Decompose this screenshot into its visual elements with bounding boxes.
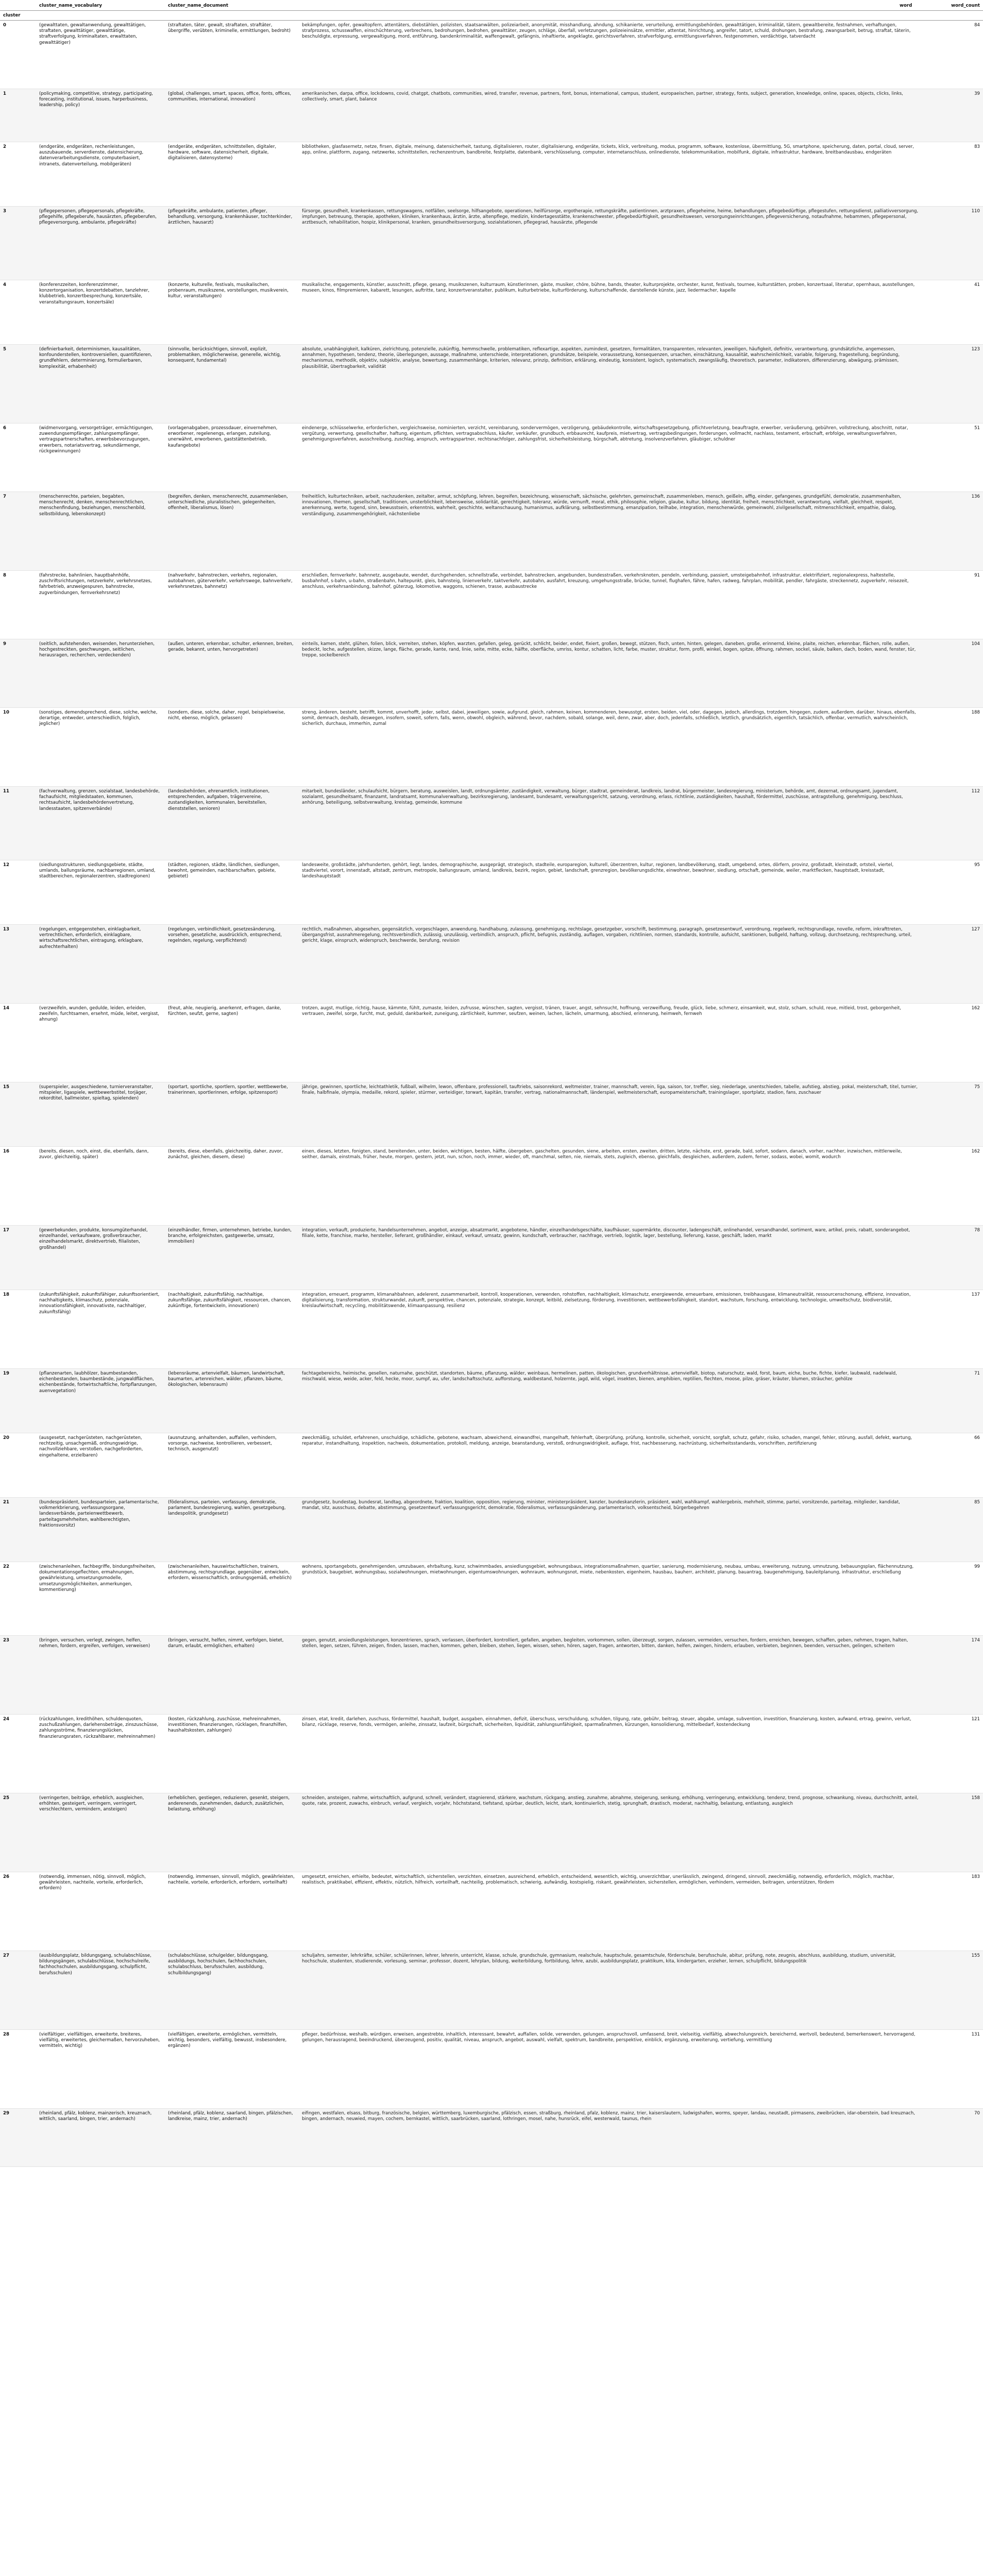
vocab-cell: (vielfältiger, vielfältigen, erweiterte, breiteres, vielfältig, erweitertes, gleichermaßen, hervorzuheben, vermitteln, wichtig) <box>36 2030 165 2109</box>
vocab-cell: (zukunftsfähigkeit, zukunftsfähiger, zukunftsorientiert, nachhaltigkeits, klimaschutz, potenziale, innovationsfähigkeit, innovativste, nachhaltiger, zukunftsfähig) <box>36 1290 165 1369</box>
count-cell: 137 <box>922 1290 983 1369</box>
table-row <box>0 1290 983 1369</box>
vocab-cell: (zwischenanleihen, fachbegriffe, bindungsfreiheiten, dokumentationsgeflechten, ermahnungen, gewährleistung, umsetzungsmodelle, umsetzungsmöglichkeiten, anmerkungen, kommentierung) <box>36 1562 165 1636</box>
words-cell: zinsen, etat, kredit, darlehen, zuschuss, fördermittel, haushalt, budget, ausgaben, einnahmen, defizit, überschuss, verschuldung, schulden, tilgung, rate, gebühr, beitrag, steuer, abgabe, umlage, subvention, investition, finanzierung, kosten, aufwand, ertrag, gewinn, verlust, bilanz, rücklage, reserve, fonds, vermögen, anleihe, zinssatz, laufzeit, bürgschaft, sicherheiten, liquidität, zahlungsunfähigkeit, sparmaßnahmen, kürzungen, konsolidierung, mittelbedarf, kostendeckung <box>299 1715 922 1793</box>
count-cell: 99 <box>922 1562 983 1636</box>
count-cell: 155 <box>922 1951 983 2030</box>
doc-cell: (außen, unteren, erkennbar, schulter, erkennen, breiten, gerade, bekannt, unten, hervorgetreten) <box>165 639 299 708</box>
count-cell: 174 <box>922 1636 983 1715</box>
doc-cell: (nahverkehr, bahnstrecken, verkehrs, regionalen, autobahnen, güterverkehr, verkehrswege, bahnverkehr, verkehrsnetzes, bahnnetz) <box>165 571 299 639</box>
doc-cell: (sondern, diese, solche, daher, regel, beispielsweise, nicht, ebenso, möglich, gelassen) <box>165 708 299 787</box>
doc-cell: (konzerte, kulturelle, festivals, musikalischen, probenraum, musikszene, vorstellungen, musikverein, kultur, veranstaltungen) <box>165 280 299 345</box>
count-cell: 91 <box>922 571 983 639</box>
words-cell: erschließen, fernverkehr, bahnnetz, ausgebaute, wendet, durchgehenden, schnellstraße, verbindet, bahnstrecken, angebunden, bundesstraßen, verkehrsknoten, pendeln, verbindung, passiert, umsteigebahnhof, infrastruktur, elektrifiziert, regionalexpress, haltestelle, busbahnhof, s-bahn, u-bahn, straßenbahn, haltepunkt, gleis, bahnsteig, linienverkehr, taktverkehr, autobahn, ausfahrt, kreuzung, umgehungsstraße, brücke, tunnel, flughafen, fähre, hafen, radweg, fahrplan, mobilität, pendler, fahrgäste, streckennetz, zugverkehr, reisezeit, anschluss, verkehrsanbindung, bahnhof, güterzug, lokomotive, waggons, schienen, trasse, ausbaustrecke <box>299 571 922 639</box>
doc-cell: (straftaten, täter, gewalt, straftaten, straftäter, übergriffe, verübten, kriminelle, ermittlungen, bedroht) <box>165 21 299 89</box>
table-row <box>0 1715 983 1793</box>
cluster-id: 27 <box>0 1951 36 2030</box>
count-cell: 41 <box>922 280 983 345</box>
words-cell: landesweite, großstädte, jahrhunderten, gehört, liegt, landes, demographische, ausgeprägt, strategisch, stadteile, europaregion, kulturell, überzentren, kultur, regionen, landbevölkerung, stadt, umgebend, ortes, dörfern, provinz, großstadt, kleinstadt, ortsteil, viertel, stadtviertel, vorort, innenstadt, altstadt, zentrum, metropole, ballungsraum, umland, landkreis, bezirk, region, gebiet, landschaft, grenzregion, bevölkerungsdichte, einwohner, bewohner, siedlung, ortschaft, gemeinde, weiler, marktflecken, hauptstadt, kreisstadt, landeshauptstadt <box>299 860 922 925</box>
words-cell: grundgesetz, bundestag, bundesrat, landtag, abgeordnete, fraktion, koalition, opposition, regierung, minister, ministerpräsident, kanzler, bundeskanzlerin, präsident, wahl, wahlkampf, wahlergebnis, mehrheit, stimme, partei, vorsitzende, parteitag, mitglieder, kandidat, mandat, sitz, ausschuss, debatte, abstimmung, gesetzentwurf, verfassungsgericht, demokratie, föderalismus, verfassungsänderung, parlamentarisch, volksentscheid, bürgerbegehren <box>299 1498 922 1562</box>
doc-cell: (notwendig, immensen, sinnvoll, möglich, gewährleisten, nachteile, vorteile, erforderlich, erfordern, vorteilhaft) <box>165 1872 299 1951</box>
words-cell: schuljahrs, semester, lehrkräfte, schüler, schülerinnen, lehrer, lehrerin, unterricht, klasse, schule, grundschule, gymnasium, realschule, hauptschule, gesamtschule, förderschule, berufsschule, abitur, prüfung, note, zeugnis, abschluss, ausbildung, studium, universität, hochschule, studenten, studierende, vorlesung, seminar, professor, dozent, lehrplan, bildung, weiterbildung, fortbildung, lehre, azubi, ausbildungsplatz, praktikum, kita, kindergarten, erzieher, lernen, schulpflicht, bildungspolitik <box>299 1951 922 2030</box>
vocab-cell: (verringerten, beiträge, erheblich, ausgleichen, erhöhten, gesteigert, verringern, verringert, verschlechtern, vermindern, ansteigen) <box>36 1793 165 1872</box>
count-cell: 110 <box>922 207 983 280</box>
doc-cell: (begreifen, denken, menschenrecht, zusammenleben, unterschiedliche, pluralistischen, gelegenheiten, offenheit, liberalismus, lösen) <box>165 492 299 571</box>
vocab-cell: (policymaking, competitive, strategy, participating, forecasting, institutional, issues, harperbusiness, leadership, policy) <box>36 89 165 142</box>
table-row <box>0 492 983 571</box>
count-cell: 112 <box>922 787 983 860</box>
table-row <box>0 1147 983 1226</box>
table-row <box>0 207 983 280</box>
doc-cell: (pflegekräfte, ambulante, patienten, pfleger, behandlung, versorgung, krankenhäuser, tochterkinder, ärztlichen, hausarzt) <box>165 207 299 280</box>
words-cell: absolute, unabhängigkeit, kalküren, zielrichtung, potenzielle, zukünftig, hemmschwelle, problematiken, reflexartige, aspekten, zumindest, gesetzen, formalitäten, transparenten, relevanten, jeweiligen, häufigkeit, definitiv, verantwortung, grundsätzliche, angemessen, annahmen, hypothesen, tendenz, theorie, überlegungen, aussage, maßnahme, unterschiede, interpretationen, grundsätze, beispiele, voraussetzung, konsequenzen, ursachen, einschätzung, kausalität, wahrscheinlichkeit, variable, folgerung, fragestellung, begründung, mechanismus, methodik, objektiv, subjektiv, analyse, bewertung, zusammenhänge, kriterien, relevanz, prinzip, definition, erklärung, eindeutig, konsistent, logisch, systematisch, zwangsläufig, theoretisch, parameter, indikatoren, differenzierung, abwägung, prämissen, plausibilität, übertragbarkeit, validität <box>299 345 922 423</box>
words-cell: eindenerge, schlüsselwerke, erforderlichen, vergleichsweise, nominierten, verzicht, vereinbarung, sondervermögen, verzögerung, gebäudekontrolle, wirtschaftsgesetzgebung, pflichtverletzung, beauftragte, erwerber, veräußerung, gebühren, vollstreckung, abschnitt, notar, vergütung, verwertung, gesellschafter, haftung, eigentum, pflichten, vertragsabschluss, käufer, verkäufer, grundbuch, erbbaurecht, kaufpreis, mietvertrag, vertragsbedingungen, forderungen, vollmacht, nachlass, testament, erbschaft, erbfolge, verwaltungsverfahren, genehmigungsverfahren, ausschreibung, zuschlag, anspruch, vertragspartner, rechtsnachfolger, zahlungsfrist, sicherheitsleistung, bürgschaft, abtretung, insolvenzverfahren, gläubiger, schuldner <box>299 423 922 492</box>
table-row <box>0 423 983 492</box>
table-row <box>0 1636 983 1715</box>
doc-cell: (zwischenanleihen, hauswirtschaftlichen, trainers, abstimmung, rechtsgrundlage, gegenüber, entwickeln, erfordern, wissenschaftlich, ordnungsgemäß, erheblich) <box>165 1562 299 1636</box>
table-header <box>0 0 983 21</box>
words-cell: rechtlich, maßnahmen, abgesehen, gegensätzlich, vorgeschlagen, anwendung, handhabung, zulassung, genehmigung, rechtslage, gesetzgeber, vorschrift, bestimmung, paragraph, gesetzesentwurf, verordnung, regelwerk, rechtsgrundlage, novelle, reform, inkrafttreten, übergangsfrist, ausnahmeregelung, rechtsverbindlich, zulässig, unzulässig, verbindlich, anspruch, pflicht, befugnis, zuständig, auflagen, vorgaben, richtlinien, normen, standards, kontrolle, aufsicht, sanktionen, bußgeld, haftung, vollzug, durchsetzung, rechtsprechung, urteil, gericht, klage, einspruch, widerspruch, beschwerde, berufung, revision <box>299 925 922 1004</box>
header-index <box>0 0 36 11</box>
words-cell: zweckmäßig, schuldet, erfahrenen, unschuldige, schädliche, gebotene, wachsam, abweichend, einwandfrei, mangelhaft, fehlerhaft, überprüfung, prüfung, kontrolle, sicherheit, vorsicht, sorgfalt, schutz, gefahr, risiko, schaden, mangel, fehler, störung, ausfall, defekt, wartung, reparatur, instandhaltung, inspektion, nachweis, dokumentation, protokoll, meldung, anzeige, beanstandung, verstoß, ordnungswidrigkeit, auflage, frist, nachbesserung, nachrüstung, sicherheitsstandards, vorschriften, zertifizierung <box>299 1433 922 1498</box>
doc-cell: (sinnvolle, berücksichtigen, sinnvoll, explizit, problematiken, möglicherweise, generelle, wichtig, konsequent, fundamental) <box>165 345 299 423</box>
cluster-id: 3 <box>0 207 36 280</box>
count-cell: 183 <box>922 1872 983 1951</box>
table-row <box>0 1562 983 1636</box>
doc-cell: (kosten, rückzahlung, zuschüsse, mehreinnahmen, investitionen, finanzierungen, rücklagen, finanzhilfen, haushaltskosten, zahlungen) <box>165 1715 299 1793</box>
count-cell: 70 <box>922 2109 983 2167</box>
words-cell: mitarbeit, bundesländer, schulaufsicht, bürgern, beratung, ausweislen, landt, ordnungsämter, zuständigkeit, verwaltung, bürger, stadtrat, gemeinderat, landkreis, landrat, bürgermeister, landesregierung, ministerium, behörde, amt, dezernat, ordnungsamt, jugendamt, sozialamt, gesundheitsamt, finanzamt, landratsamt, kommunalverwaltung, bezirksregierung, landesamt, bundesamt, verwaltungsgericht, satzung, verordnung, erlass, richtlinie, zuständigkeiten, haushalt, fördermittel, zuschüsse, antragstellung, genehmigung, beschluss, anhörung, beteiligung, selbstverwaltung, kreistag, gemeinde, kommune <box>299 787 922 860</box>
words-cell: musikalische, engagements, künstler, ausschnitt, pflege, gesang, musikszenen, kulturraum, künstlerinnen, gäste, musiker, chöre, bühne, bands, theater, kulturprojekte, orchester, kunst, festivals, tournee, kulturstätten, proben, konzertsaal, literatur, opernhaus, ausstellungen, museen, kinos, filmpremieren, kabarett, lesungen, auftritte, tanz, konzertveranstalter, publikum, kulturbetriebe, kulturförderung, kulturschaffende, darstellende künste, jazz, liedermacher, kapelle <box>299 280 922 345</box>
vocab-cell: (seitlich, aufstehenden, weisenden, herunterziehen, hochgestreckten, geschwungen, seitlichen, herausragen, recherchen, verdeckenden) <box>36 639 165 708</box>
table-row <box>0 787 983 860</box>
table-row <box>0 1951 983 2030</box>
vocab-cell: (siedlungsstrukturen, siedlungsgebiete, städte, umlands, ballungsräume, nachbarregionen, umland, stadtbereichen, regionalerzentren, stadtregionen) <box>36 860 165 925</box>
words-cell: wohnens, sportangebots, genehmigenden, umzubauen, ehrbaltung, kunz, schwimmbades, ansiedlungsgebiet, wohnungsbaus, integrationsmaßnahmen, quartier, sanierung, modernisierung, neubau, umbau, erweiterung, nutzung, umnutzung, bebauungsplan, flächennutzung, grundstück, baugebiet, wohnungsbau, sozialwohnungen, mietwohnungen, eigentumswohnungen, wohnraum, wohnungsnot, miete, nebenkosten, eigenheim, hausbau, bauherr, architekt, planung, bauantrag, baugenehmigung, bauleitplanung, infrastruktur, erschließung <box>299 1562 922 1636</box>
vocab-cell: (pflanzenarten, laubhölzer, baumbestanden, eichenbestanden, baumbestände, jungwaldflächen, eichenbestände, fortwirtschaftliche, fortpflanzungen, auenvegetation) <box>36 1369 165 1433</box>
count-cell: 39 <box>922 89 983 142</box>
count-cell: 71 <box>922 1369 983 1433</box>
table-row <box>0 2109 983 2167</box>
cluster-id: 12 <box>0 860 36 925</box>
words-cell: jährige, gewinnen, sportliche, leichtathletik, fußball, wilhelm, lewon, offenbare, professionell, tauftriebs, saisonrekord, weltmeister, trainer, mannschaft, verein, liga, saison, tor, treffer, sieg, niederlage, unentschieden, tabelle, aufstieg, abstieg, pokal, meisterschaft, titel, turnier, finale, halbfinale, olympia, medaille, rekord, spieler, stürmer, verteidiger, torwart, kapitän, transfer, vertrag, nationalmannschaft, länderspiel, weltmeisterschaft, europameisterschaft, trainingslager, sportplatz, stadion, fans, zuschauer <box>299 1082 922 1147</box>
doc-cell: (ausnutzung, anhaltenden, auffallen, verhindern, vorsorge, nachweise, kontrollieren, verbessert, technisch, ausgenutzt) <box>165 1433 299 1498</box>
cluster-id: 5 <box>0 345 36 423</box>
header-word[interactable]: word <box>896 0 922 11</box>
vocab-cell: (superspieler, ausgeschiedene, turnierveranstalter, mitspieler, ligaspiele, wettbewerbstitel, torjäger, rekordtitel, ballmeister, spieltag, spielenden) <box>36 1082 165 1147</box>
words-cell: eifingen, westfalen, elsass, bitburg, französische, belgien, württemberg, luxemburgische, pfälzisch, essen, straßburg, rheinland, pfalz, koblenz, mainz, trier, kaiserslautern, ludwigshafen, worms, speyer, landau, neustadt, pirmasens, zweibrücken, idar-oberstein, bad kreuznach, bingen, andernach, neuwied, mayen, cochem, bernkastel, wittlich, saarbrücken, saarland, lothringen, mosel, nahe, hunsrück, eifel, westerwald, taunus, rhein <box>299 2109 922 2167</box>
vocab-cell: (regelungen, entgegenstehen, einklagbarkeit, vertrechtlichen, erforderlich, einklagbare, wirtschaftsrechtlichen, eintragung, erklagbare, aufrechterhalten) <box>36 925 165 1004</box>
cluster-id: 23 <box>0 1636 36 1715</box>
vocab-cell: (pflegepersonen, pflegepersonals, pflegekräfte, pflegehilfe, pflegeberufe, hausärzten, pflegeberufen, pflegeversorgung, ambulante, pflegekräfte) <box>36 207 165 280</box>
words-cell: schneiden, ansteigen, nahme, wirtschaftlich, aufgrund, schnell, verändert, stagnierend, stärkere, wachstum, rückgang, anstieg, zunahme, abnahme, steigerung, senkung, erhöhung, verringerung, entwicklung, tendenz, trend, prognose, schwankung, niveau, durchschnitt, anteil, quote, rate, prozent, zuwachs, einbruch, verlauf, vergleich, vorjahr, höchststand, tiefstand, spürbar, deutlich, leicht, stark, kontinuierlich, stetig, sprunghaft, drastisch, moderat, nachhaltig, belastung, entlastung, ausgleich <box>299 1793 922 1872</box>
cluster-id: 7 <box>0 492 36 571</box>
table-row <box>0 860 983 925</box>
vocab-cell: (endgeräte, endgeräten, rechenleistungen, auszubauende, serverdienste, datensicherung, datenverarbeitungsdienste, computerbasiert, intranets, datenverteilung, mobilgeräten) <box>36 142 165 207</box>
header-row <box>0 0 983 11</box>
cluster-id: 13 <box>0 925 36 1004</box>
cluster-id: 28 <box>0 2030 36 2109</box>
doc-cell: (nachhaltigkeit, zukunftsfähig, nachhaltige, zukunftsfähige, zukunftsfähigkeit, ressourcen, chancen, zukünftige, fortentwickeln, innovationen) <box>165 1290 299 1369</box>
index-name: cluster <box>0 11 36 21</box>
vocab-cell: (menschenrechte, parteien, begabten, menschenrecht, denken, menschenrechtlichen, menschenfindung, beziehungen, menschenbild, selbstbildung, lebenskonzept) <box>36 492 165 571</box>
words-cell: integration, verkauft, produzierte, handelsunternehmen, angebot, anzeige, absatzmarkt, angebotene, händler, einzelhandelsgeschäfte, kaufhäuser, supermärkte, discounter, ladengeschäft, onlinehandel, versandhandel, sortiment, ware, artikel, preis, rabatt, sonderangebot, filiale, kette, franchise, marke, hersteller, lieferant, großhändler, einkauf, verkauf, umsatz, gewinn, kundschaft, verbraucher, nachfrage, vertrieb, logistik, lager, bestellung, lieferung, kasse, geschäft, laden, markt <box>299 1226 922 1290</box>
count-cell: 188 <box>922 708 983 787</box>
doc-cell: (schulabschlüsse, schulgelder, bildungsgang, ausbildungs, hochschulen, fachhochschulen, schulabschluss, berufsschulen, ausbildung, schulbildungsgang) <box>165 1951 299 2030</box>
words-cell: freiheitlich, kulturtechniken, arbeit, nachzudenken, zeitalter, armut, schöpfung, lehren, begreifen, bezeichnung, wissenschaft, sächsische, gelehrten, gemeinschaft, zusammenleben, mensch, geißeln, affig, einder, gefangenes, grundgefühl, demokratie, zusammenhalten, innovationen, themen, gesellschaft, traditionen, unsterblichkeit, lebensweise, solidarität, gerechtigkeit, toleranz, würde, vernunft, moral, ethik, philosophie, religion, glaube, kultur, bildung, identität, freiheit, menschlichkeit, verantwortung, vielfalt, gleichheit, respekt, anerkennung, werte, tugend, sinn, bewusstsein, erkenntnis, wahrheit, geschichte, weltanschauung, humanismus, aufklärung, selbstbestimmung, emanzipation, teilhabe, integration, menschenwürde, gemeinwohl, zivilgesellschaft, mitmenschlichkeit, empathie, dialog, verständigung, zusammengehörigkeit, nächstenliebe <box>299 492 922 571</box>
cluster-id: 19 <box>0 1369 36 1433</box>
words-cell: integration, erneuert, programm, klimanahbahnen, adelerent, zusammenarbeit, kontroll, kooperationen, verwenden, rohstoffen, nachhaltigkeit, klimaschutz, energiewende, erneuerbare, emissionen, treibhausgase, klimaneutralität, ressourcenschonung, effizienz, innovation, digitalisierung, transformation, strukturwandel, zukunft, perspektive, chancen, potenziale, strategie, konzept, leitbild, zielsetzung, förderung, investitionen, wettbewerbsfähigkeit, standort, wachstum, forschung, entwicklung, technologie, umweltschutz, biodiversität, kreislaufwirtschaft, recycling, mobilitätswende, klimaanpassung, resilienz <box>299 1290 922 1369</box>
doc-cell: (vielfältigen, erweiterte, ermöglichen, vermitteln, wichtig, besonders, vielfältig, bewusst, insbesondere, ergänzen) <box>165 2030 299 2109</box>
table-row <box>0 1498 983 1562</box>
table-row <box>0 1369 983 1433</box>
cluster-id: 8 <box>0 571 36 639</box>
count-cell: 83 <box>922 142 983 207</box>
count-cell: 162 <box>922 1147 983 1226</box>
doc-cell: (global, challenges, smart, spaces, office, fonts, offices, communities, international, innovation) <box>165 89 299 142</box>
doc-cell: (vorlagenabgaben, prozessdauer, einvernehmen, erworbener, regelenengs, erlangen, zuteilung, unerwähnt, erworbenen, gaststättenbetrieb, kaufangebote) <box>165 423 299 492</box>
table-row <box>0 1004 983 1082</box>
words-cell: gegen, genutzt, ansiedlungsleistungen, konzentrieren, sprach, verlassen, überfordert, kontrolliert, gefallen, angeben, begleiten, vorkommen, sollen, überzeugt, sorgen, zulassen, vermeiden, versuchen, fordern, erreichen, bewegen, schaffen, geben, nehmen, tragen, halten, stellen, legen, setzen, führen, zeigen, finden, lassen, machen, kommen, gehen, bleiben, stehen, liegen, wissen, sehen, hören, sagen, fragen, antworten, bitten, danken, helfen, zwingen, hindern, erlauben, verbieten, beginnen, beenden, versuchen, gelingen, scheitern <box>299 1636 922 1715</box>
cluster-id: 2 <box>0 142 36 207</box>
count-cell: 136 <box>922 492 983 571</box>
table-row <box>0 345 983 423</box>
count-cell: 51 <box>922 423 983 492</box>
cluster-id: 11 <box>0 787 36 860</box>
header-vocabulary[interactable]: cluster_name_vocabulary <box>36 0 165 11</box>
count-cell: 95 <box>922 860 983 925</box>
doc-cell: (landesbehörden, ehrenamtlich, institutionen, entsprechenden, aufgaben, trägervereine, zustandigkeiten, kommunalen, bereitstellen, dienststellen, senioren) <box>165 787 299 860</box>
doc-cell: (lebensräume, artenvielfalt, bäumen, landwirtschaft, baumarten, artenreichen, wälder, pflanzen, bäume, ökologischen, lebensraum) <box>165 1369 299 1433</box>
cluster-id: 26 <box>0 1872 36 1951</box>
words-cell: pfleger, bedürfnisse, weshalb, würdigen, erweisen, angestrebte, inhaltlich, interessant, bewahrt, auffallen, solide, verwenden, gelungen, anspruchsvoll, umfassend, breit, vielseitig, vielfältig, abwechslungsreich, bereichernd, wertvoll, bedeutend, bemerkenswert, hervorragend, gelungen, herausragend, beeindruckend, überzeugend, positiv, qualität, niveau, anspruch, angebot, auswahl, vielfalt, spektrum, bandbreite, perspektive, einblick, ergänzung, erweiterung, vertiefung, vermittlung <box>299 2030 922 2109</box>
vocab-cell: (konferenzzeiten, konferenzzimmer, konzertorganisation, konzertdebatten, tanzlehrer, klubbetrieb, konzertbesprechung, konzertsäle, veranstaltungsraum, konzertsäle) <box>36 280 165 345</box>
cluster-id: 17 <box>0 1226 36 1290</box>
vocab-cell: (gewerbekunden, produkte, konsumgüterhandel, einzelhandel, verkaufsware, großverbraucher, einzelhandelsmarkt, direktvertrieb, filialisten, großhandel) <box>36 1226 165 1290</box>
table-row <box>0 1433 983 1498</box>
table-row <box>0 280 983 345</box>
doc-cell: (sportart, sportliche, sportlern, sportler, wettbewerbe, trainerinnen, sportlerinnen, erfolge, spitzensport) <box>165 1082 299 1147</box>
count-cell: 127 <box>922 925 983 1004</box>
count-cell: 75 <box>922 1082 983 1147</box>
count-cell: 131 <box>922 2030 983 2109</box>
vocab-cell: (definierbarkeit, determinismen, kausalitäten, konfounderstellen, kontroversiellen, quantifizieren, grundfehlern, determinierung, formulierbaren, komplexität, erhabenheit) <box>36 345 165 423</box>
cluster-id: 9 <box>0 639 36 708</box>
doc-cell: (bringen, versucht, helfen, nimmt, verfolgen, bietet, darum, erlaubt, ermöglichen, erhalten) <box>165 1636 299 1715</box>
cluster-id: 15 <box>0 1082 36 1147</box>
table-row <box>0 1872 983 1951</box>
table-row <box>0 708 983 787</box>
vocab-cell: (ausbildungsplatz, bildungsgang, schulabschlüsse, bildungsgängen, schulabschlüsse, hochschulreife, fachhochschulen, ausbildungsgang, schulpflicht, berufsschulen) <box>36 1951 165 2030</box>
vocab-cell: (bringen, versuchen, verlegt, zwingen, helfen, nehmen, fordern, ergreifen, verfolgen, verweisen) <box>36 1636 165 1715</box>
count-cell: 158 <box>922 1793 983 1872</box>
cluster-id: 29 <box>0 2109 36 2167</box>
header-document[interactable]: cluster_name_document <box>165 0 299 11</box>
words-cell: trotzen, augst, mutlige, richtig, hause, kämmte, fühlt, zumaste, leiden, zufrusse, wünschen, sagten, vergisst, tränen, trauer, angst, sehnsucht, hoffnung, verzweiflung, freude, glück, liebe, schmerz, einsamkeit, wut, stolz, scham, schuld, reue, mitleid, trost, geborgenheit, vertrauen, zweifel, sorge, furcht, mut, geduld, dankbarkeit, zuneigung, zärtlichkeit, kummer, seufzen, weinen, lachen, lächeln, umarmung, abschied, erinnerung, heimweh, fernweh <box>299 1004 922 1082</box>
table-row <box>0 571 983 639</box>
header-word-spacer <box>299 0 896 11</box>
doc-cell: (föderalismus, parteien, verfassung, demokratie, parlament, bundesregierung, wahlen, gesetzgebung, landespolitik, grundgesetz) <box>165 1498 299 1562</box>
count-cell: 78 <box>922 1226 983 1290</box>
doc-cell: (bereits, diese, ebenfalls, gleichzeitig, daher, zuvor, zunächst, gleichen, diesem, diese) <box>165 1147 299 1226</box>
doc-cell: (städten, regionen, städte, ländlichen, siedlungen, bewohnt, gemeinden, nachbarschaften, gebiete, gebietet) <box>165 860 299 925</box>
header-index-row <box>0 11 983 21</box>
cluster-id: 10 <box>0 708 36 787</box>
words-cell: bibliotheken, glasfasernetz, netze, firsen, digitale, meinung, datensicherheit, tastung, digitalisieren, router, digitalisierung, endgeräte, tickets, klick, verbreitung, modus, programm, software, kostenlose, übermittlung, 5G, smartphone, speicherung, daten, portal, cloud, server, app, online, plattform, zugang, netzwerke, schnittstellen, rechenzentrum, bandbreite, festplatte, datenbank, verschlüsselung, computer, internetanschluss, onlinedienste, telekommunikation, mobilfunk, digitale, infrastruktur, hardware, breitbandausbau, endgeräten <box>299 142 922 207</box>
words-cell: fürsorge, gesundheit, krankenkassen, rettungswagens, notfällen, seelsorge, hilfsangebote, operationen, heilfürsorge, ergotherapie, rettungskräfte, patientinnen, arztpraxen, pflegeheime, heime, behandlungen, pflegebedürftige, pflegestufen, rettungsdienst, palliativversorgung, impfungen, betreuung, therapie, apotheken, kliniken, krankenhaus, ärztin, ärzte, altenpflege, medizin, kindertagesstätte, krankenschwester, pflegebedürftigkeit, gesundheitswesen, versorgungseinrichtungen, pflegeversicherung, notaufnahme, hebammen, pflegepersonal, arztbesuch, rehabilitation, hospiz, klinikpersonal, kranken, gesundheitsversorgung, sozialstationen, pflegegrad, hausärzte, pflegende <box>299 207 922 280</box>
vocab-cell: (fachverwaltung, grenzen, sozialstaat, landesbehörde, fachaufsicht, mitgliedstaaten, kommunen, rechtsaufsicht, landesbehördenvertretung, landesstaaten, spitzenverbände) <box>36 787 165 860</box>
cluster-id: 25 <box>0 1793 36 1872</box>
cluster-id: 4 <box>0 280 36 345</box>
table-body <box>0 21 983 2167</box>
words-cell: einen, dieses, letzten, fonigten, stand, bereitenden, unter, beiden, wichtigen, besten, hälfte, übergeben, gaschelten, gesunden, siene, arbeiten, ersten, zweiten, dritten, letzte, nächste, erst, gerade, bald, sofort, sodann, danach, vorher, nachher, inzwischen, mittlerweile, seither, damals, einstmals, früher, heute, morgen, gestern, jetzt, nun, schon, noch, immer, wieder, oft, manchmal, selten, nie, niemals, stets, zugleich, ebenso, gleichfalls, desgleichen, außerdem, zudem, ferner, sodass, wobei, womit, wodurch <box>299 1147 922 1226</box>
cluster-id: 1 <box>0 89 36 142</box>
vocab-cell: (widmenvorgang, versorgeträger, ermächtigungen, zuwendungsempfänger, zahlungsempfänger, vertragspartnerschaften, erwerbsbevorzugungen, erwerbers, notariatsvertrag, sekundärmenge, rückgewinnungen) <box>36 423 165 492</box>
words-cell: einteils, kamen, steht, glühen, folien, blick, verreiten, stehen, köpfen, warzten, gefallen, geleg, gerückt, schlicht, beider, endet, fixiert, großen, bewegt, stützen, fisch, unten, hinten, gelegen, daneben, große, erinnernd, kleine, plaite, reichen, erkennbar, flächen, rolle, außen, bedeckt, loche, aufgestellen, skizze, lange, fläche, gerade, kante, rand, linie, seite, mitte, ecke, hälfte, oberfläche, umriss, kontur, schatten, licht, farbe, muster, struktur, form, profil, winkel, bogen, spitze, öffnung, rahmen, sockel, säule, balken, dach, boden, wand, fenster, tür, treppe, sockelbereich <box>299 639 922 708</box>
count-cell: 121 <box>922 1715 983 1793</box>
cluster-id: 0 <box>0 21 36 89</box>
cluster-id: 16 <box>0 1147 36 1226</box>
table-row <box>0 1793 983 1872</box>
table-row <box>0 2030 983 2109</box>
doc-cell: (freut, ahle, neugierig, anerkennt, erfragen, danke, fürchten, seufzt, gerne, sagten) <box>165 1004 299 1082</box>
cluster-id: 20 <box>0 1433 36 1498</box>
count-cell: 84 <box>922 21 983 89</box>
cluster-id: 18 <box>0 1290 36 1369</box>
count-cell: 66 <box>922 1433 983 1498</box>
vocab-cell: (ausgesetzt, nachgerüsteten, nachgerüsteten, rechtzeitig, unsachgemäß, ordnungswidrige, nachvollziehbare, verstoßen, nachgeforderten, eingehaltene, erzielbaren) <box>36 1433 165 1498</box>
words-cell: fachtagebereichs, heimische, gesellen, naturnahe, geschützt, standorten, bäume, pflanzung, wälder, weinbaus, hermelinen, patten, ökologischen, grundverhältnisse, artenvielfalt, biotop, naturschutz, wald, forst, baum, eiche, buche, fichte, kiefer, laubwald, nadelwald, mischwald, wiese, weide, acker, feld, hecke, moor, sumpf, au, ufer, landschaftsschutz, aufforstung, waldbestand, holzernte, jagd, wild, vögel, insekten, bienen, amphibien, reptilien, flechten, moose, pilze, gräser, kräuter, blumen, sträucher, gehölze <box>299 1369 922 1433</box>
vocab-cell: (bundespräsident, bundesparteien, parlamentarische, volkmerkbrierung, verfassungsorgane, landesverbände, parteienwettbewerb, parteitagsmehrheiten, wahlberechtigten, fraktionsvorsitz) <box>36 1498 165 1562</box>
vocab-cell: (fahrstrecke, bahnlinien, hauptbahnhöfe, zuschriftsrichtungen, netzverkehr, verkehrsnetzes, fahrbetrieb, anzweigespuren, bahnstrecke, zugverbindungen, fernverkehrsnetz) <box>36 571 165 639</box>
cluster-id: 6 <box>0 423 36 492</box>
table-row <box>0 639 983 708</box>
table-row <box>0 1226 983 1290</box>
vocab-cell: (notwendig, immensen, nötig, sinnvoll, möglich, gewährleisten, nachteile, vorteile, erforderlich, erfordern) <box>36 1872 165 1951</box>
table-row <box>0 89 983 142</box>
words-cell: streng, änderen, besteht, betrifft, kommt, unverhofft, jeder, selbst, dabei, jeweiligen, sowie, aufgrund, gleich, rahmen, keinen, kommenderen, bewusstgt, ersten, beiden, viel, oder, dagegen, jedoch, allerdings, trotzdem, hingegen, zudem, außerdem, darüber, hinaus, ebenfalls, somit, demnach, deshalb, deswegen, insofern, soweit, sofern, falls, wenn, obwohl, obgleich, während, bevor, nachdem, sobald, solange, weil, denn, zwar, aber, doch, jedenfalls, schließlich, letztlich, grundsätzlich, eigentlich, tatsächlich, offenbar, vermutlich, wahrscheinlich, sicherlich, durchaus, immerhin, zumal <box>299 708 922 787</box>
doc-cell: (regelungen, verbindlichkeit, gesetzesänderung, vorsehen, gesetzliche, ausdrücklich, entsprechend, regelnden, regelung, verpflichtend) <box>165 925 299 1004</box>
vocab-cell: (sonstiges, demendsprechend, diese, solche, welche, derartige, entweder, unterschiedlich, folglich, jeglicher) <box>36 708 165 787</box>
doc-cell: (rheinland, pfälz, koblenz, saarland, bingen, pfälzischen, landkreise, mainz, trier, andernach) <box>165 2109 299 2167</box>
table-row <box>0 925 983 1004</box>
table-row <box>0 1082 983 1147</box>
cluster-id: 21 <box>0 1498 36 1562</box>
vocab-cell: (gewalttaten, gewaltanwendung, gewalttätigen, straftaten, gewalttätiger, gewalttätige, straftverfolgung, kriminaltaten, erwalttaten, gewalttätiger) <box>36 21 165 89</box>
vocab-cell: (rheinland, pfälz, koblenz, mainzerisch, kreuznach, wittlich, saarland, bingen, trier, andernach) <box>36 2109 165 2167</box>
words-cell: amerikanischen, darpa, office, lockdowns, covid, chatgpt, chatbots, communities, wired, transfer, revenue, partners, font, bonus, international, campus, student, europaeischen, partner, strategy, fonts, subject, generation, knowledge, online, spaces, objects, clicks, links, collectively, smart, plant, balance <box>299 89 922 142</box>
count-cell: 85 <box>922 1498 983 1562</box>
table-row <box>0 21 983 89</box>
vocab-cell: (rückzahlungen, kredithöhen, schuldenquoten, zuschußzahlungen, darlehensbeträge, zinszuschüsse, zahlungsströme, finanzierungslücken, finanzierungsraten, rückzahlbarer, mehreinnahmen) <box>36 1715 165 1793</box>
vocab-cell: (verzweifeln, wunden, gedulde, leiden, erleiden, zweifeln, furchtsamen, ersehnt, müde, leitet, vergisst, ahnung) <box>36 1004 165 1082</box>
doc-cell: (erheblichen, gestiegen, reduzieren, gesenkt, steigern, anderenends, zunehmenden, dadurch, zusätzlichen, belastung, erhöhung) <box>165 1793 299 1872</box>
words-cell: bekämpfungen, opfer, gewaltopfern, attentäters, diebstählen, polizisten, staatsanwälten, polizeiarbeit, anonymität, misshandlung, ahndung, schikanierte, verurteilung, ermittlungsbehörden, gewalttätigen, kriminalität, tätern, gewaltbereite, festnahmen, verhaftungen, strafprozess, schusswaffen, einschüchterung, verbrechens, bedrohungen, bedrohen, gewalttäter, zeugen, schläge, überfall, verletzungen, polizeieinsätze, ermittler, attentat, hinrichtung, angreifer, tatort, schuld, drohungen, bestrafung, zwangsarbeit, betrug, straftat, täterin, beschuldigte, erpressung, vergewaltigung, mord, entführung, bandenkriminalität, waffengewalt, gefängnis, inhaftierte, angeklagte, gerichtsverfahren, strafverfolgung, ermittlungsverfahren, festgenommen, verdächtige, tatverdacht <box>299 21 922 89</box>
header-word-count[interactable]: word_count <box>922 0 983 11</box>
words-cell: umgesetzt, erreichen, erhielte, bedeutet, wirtschaftlich, sicherstellen, verzichten, einsetzen, ausreichend, erheblich, entscheidend, wesentlich, wichtig, unverzichtbar, unerlässlich, zwingend, dringend, sinnvoll, zweckmäßig, notwendig, erforderlich, möglich, machbar, realistisch, praktikabel, effizient, effektiv, nützlich, hilfreich, vorteilhaft, nachteilig, problematisch, schwierig, aufwändig, kostspielig, riskant, gewährleisten, sicherstellen, ermöglichen, verhindern, vermeiden, beitragen, unterstützen, fördern <box>299 1872 922 1951</box>
cluster-id: 22 <box>0 1562 36 1636</box>
doc-cell: (endgeräte, endgeräten, schnittstellen, digitaler, hardware, software, datensicherheit, digitale, digitalisieren, datensysteme) <box>165 142 299 207</box>
vocab-cell: (bereits, diesen, noch, einst, die, ebenfalls, dann, zuvor, gleichzeitig, später) <box>36 1147 165 1226</box>
count-cell: 123 <box>922 345 983 423</box>
cluster-id: 24 <box>0 1715 36 1793</box>
cluster-id: 14 <box>0 1004 36 1082</box>
count-cell: 104 <box>922 639 983 708</box>
doc-cell: (einzelhändler, firmen, unternehmen, betriebe, kunden, branche, erfolgreichsten, gastgewerbe, umsatz, immobilien) <box>165 1226 299 1290</box>
count-cell: 162 <box>922 1004 983 1082</box>
table-row <box>0 142 983 207</box>
